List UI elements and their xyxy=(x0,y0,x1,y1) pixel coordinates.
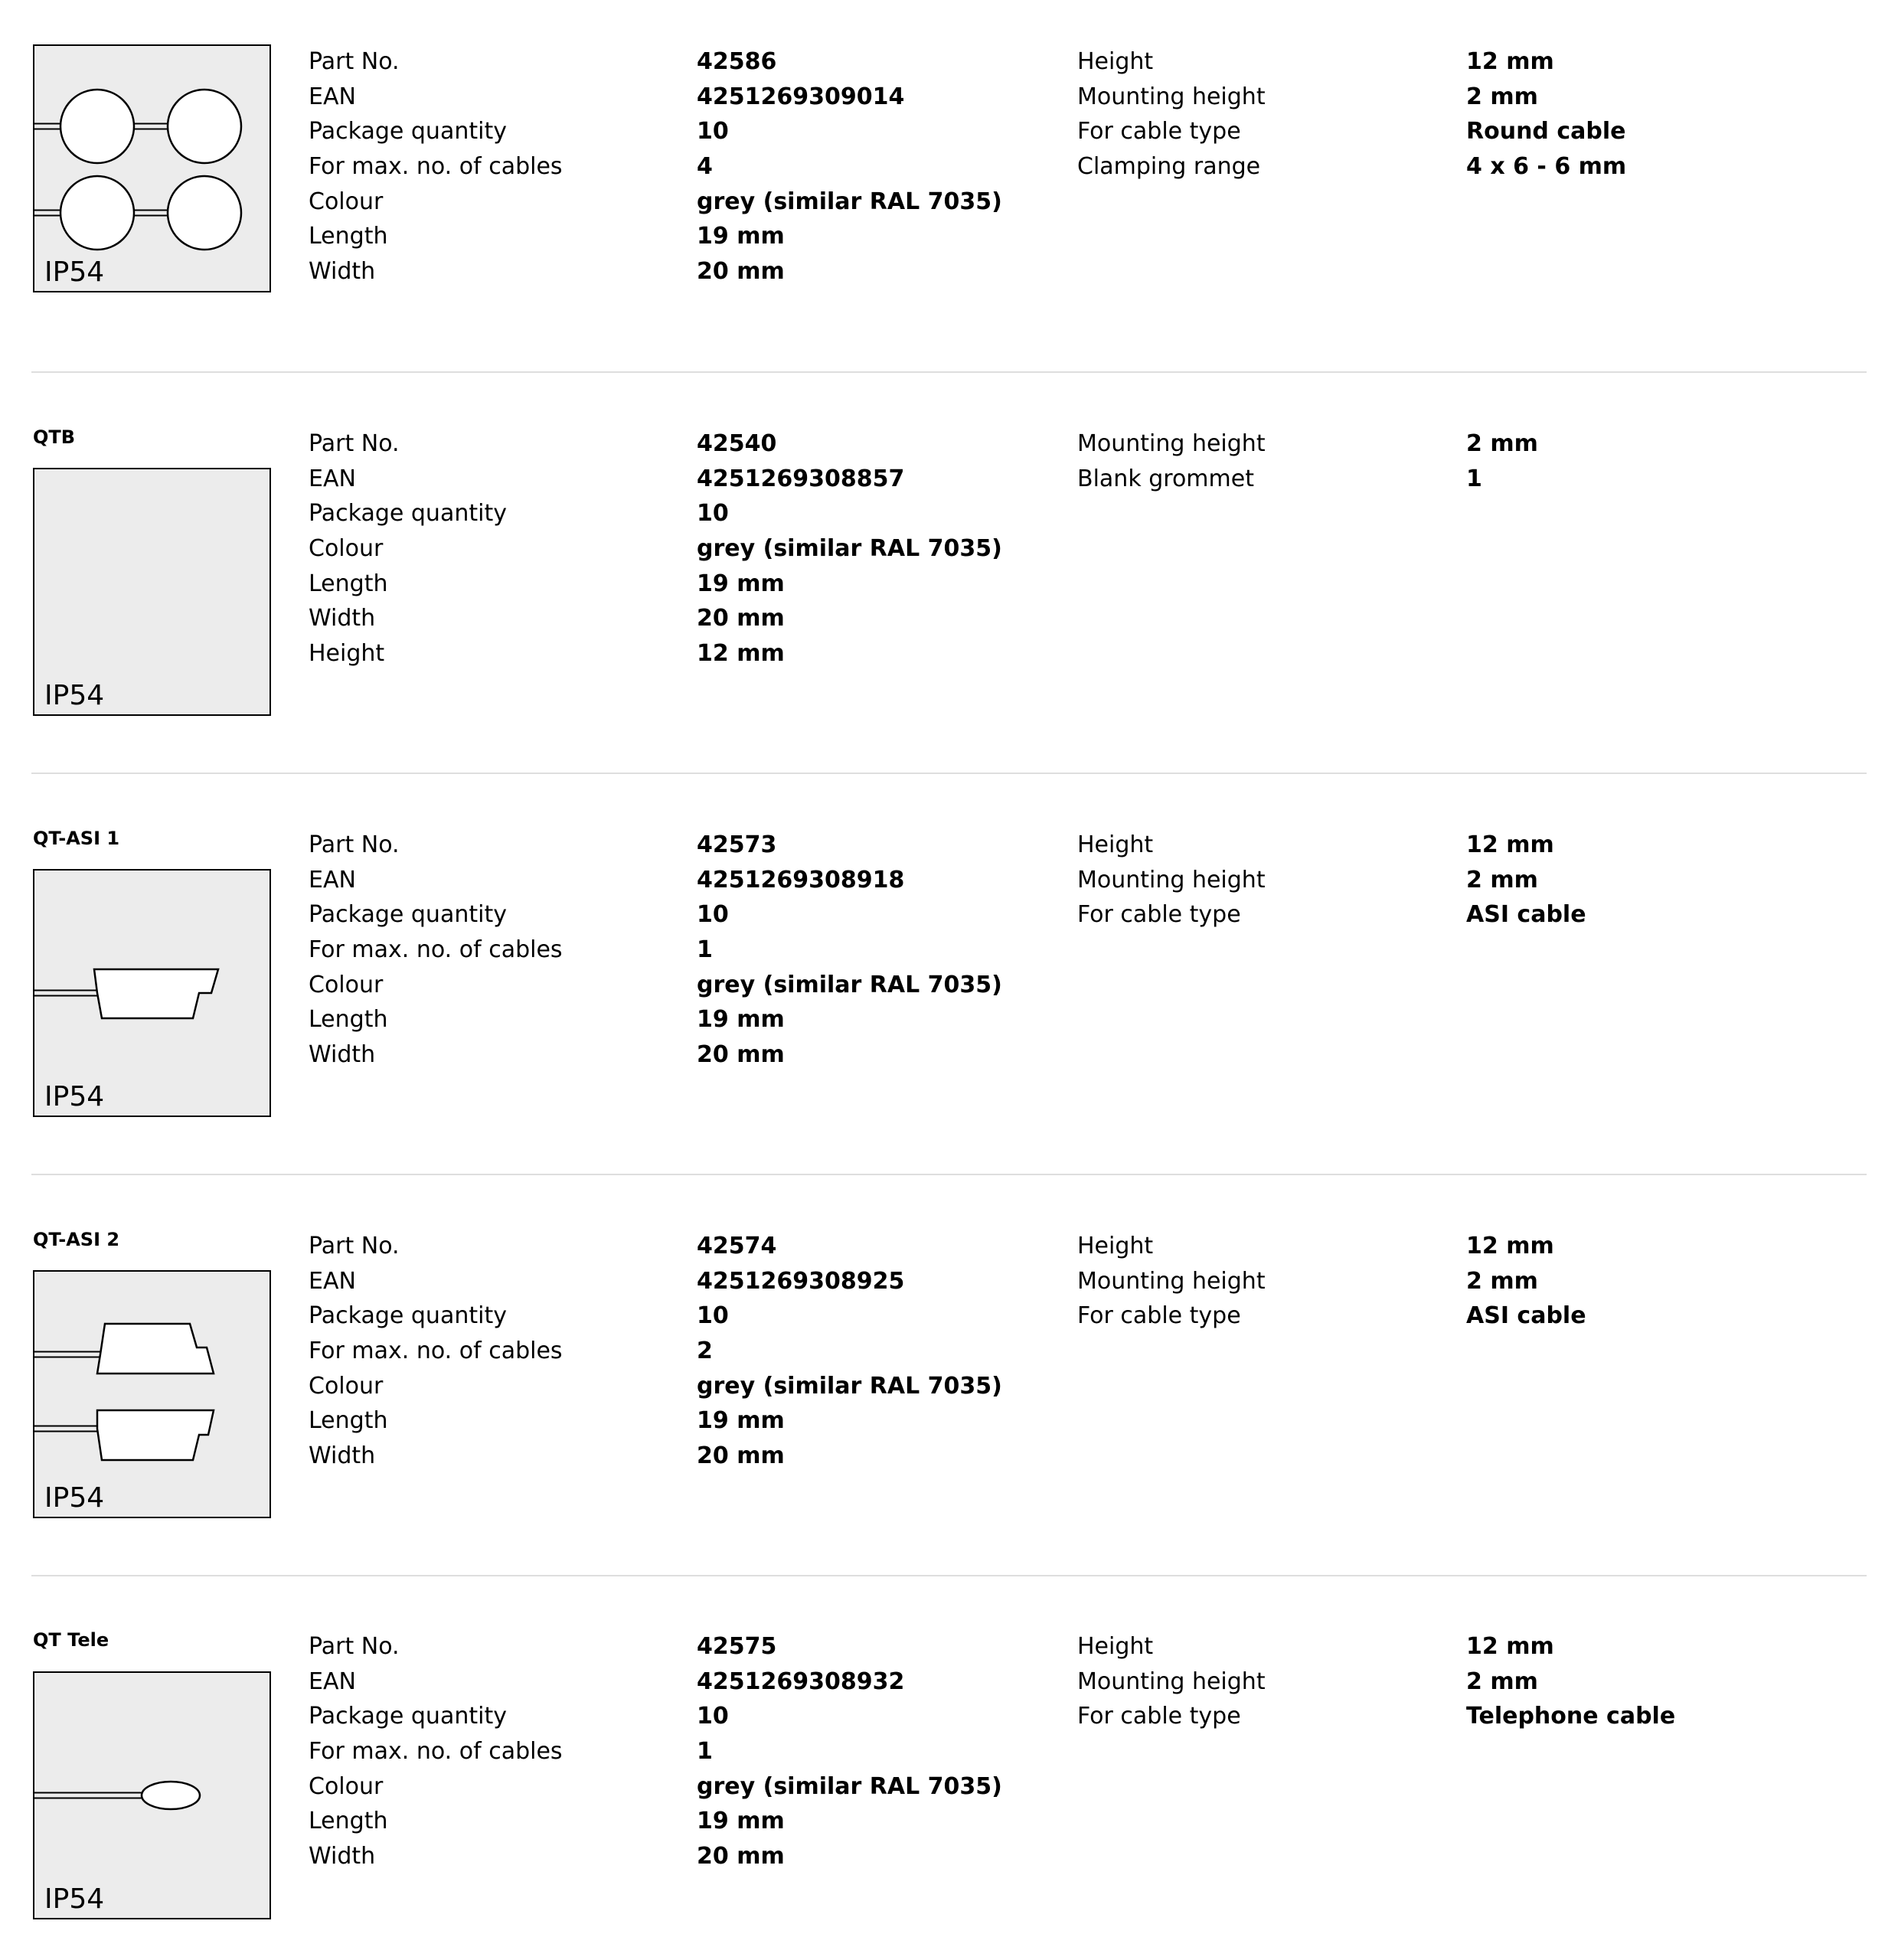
spec-value: 12 mm xyxy=(1466,48,1554,75)
spec-label: Mounting height xyxy=(1077,1668,1266,1695)
spec-value: 12 mm xyxy=(1466,831,1554,858)
spec-label: Width xyxy=(309,1041,376,1069)
spec-label: Part No. xyxy=(309,430,400,457)
spec-label: For cable type xyxy=(1077,118,1241,145)
grommet-diagram xyxy=(33,1671,271,1919)
spec-value: 12 mm xyxy=(697,640,785,668)
spec-value: 4251269308932 xyxy=(697,1668,905,1695)
spec-label: Length xyxy=(309,570,388,597)
grommet-diagram xyxy=(33,44,271,292)
spec-label: Width xyxy=(309,1442,376,1470)
grommet-drawing xyxy=(34,46,269,290)
spec-label: For max. no. of cables xyxy=(309,1738,563,1766)
left-values-column xyxy=(697,44,1002,289)
spec-label: For cable type xyxy=(1077,901,1241,929)
spec-value: 2 mm xyxy=(1466,866,1538,893)
spec-label: Colour xyxy=(309,1772,384,1800)
left-labels-column xyxy=(309,828,563,1073)
spec-label: Colour xyxy=(309,535,384,563)
cable-opening xyxy=(142,1782,200,1809)
spec-label: For max. no. of cables xyxy=(309,936,563,964)
grommet-diagram xyxy=(33,869,271,1117)
spec-value: 42573 xyxy=(697,831,777,858)
left-values-column xyxy=(697,426,1002,671)
spec-value: 1 xyxy=(1466,465,1482,492)
grommet-drawing xyxy=(34,871,269,1115)
left-values-column xyxy=(697,1629,1002,1874)
section-divider xyxy=(31,1174,1867,1175)
spec-label: For cable type xyxy=(1077,1302,1241,1330)
spec-value: Round cable xyxy=(1466,118,1626,145)
cable-opening xyxy=(168,90,241,163)
spec-label: EAN xyxy=(309,1668,356,1695)
spec-value: 10 xyxy=(697,1302,729,1330)
left-values-column xyxy=(697,1229,1002,1474)
ip-rating-label: IP54 xyxy=(44,1883,105,1915)
product-name: QT Tele xyxy=(33,1629,109,1651)
spec-value: 19 mm xyxy=(697,223,785,250)
right-values-column xyxy=(1466,426,1538,496)
section-divider xyxy=(31,1575,1867,1576)
spec-label: Mounting height xyxy=(1077,1267,1266,1295)
spec-value: ASI cable xyxy=(1466,1302,1586,1330)
spec-value: grey (similar RAL 7035) xyxy=(697,1372,1002,1400)
spec-label: Blank grommet xyxy=(1077,465,1254,492)
spec-value: 10 xyxy=(697,1703,729,1730)
cable-opening xyxy=(94,969,218,1018)
spec-label: Part No. xyxy=(309,1233,400,1259)
spec-value: 1 xyxy=(697,936,713,964)
spec-value: 2 xyxy=(697,1338,713,1365)
spec-value: 10 xyxy=(697,901,729,929)
spec-value: 4 xyxy=(697,153,713,181)
left-values-column xyxy=(697,828,1002,1073)
left-labels-column xyxy=(309,1229,563,1474)
spec-label: Part No. xyxy=(309,831,400,858)
spec-value: 10 xyxy=(697,118,729,145)
product-name: QT-ASI 2 xyxy=(33,1229,120,1250)
spec-value: 2 mm xyxy=(1466,1668,1538,1695)
spec-label: Colour xyxy=(309,1372,384,1400)
spec-value: 2 mm xyxy=(1466,1267,1538,1295)
ip-rating-label: IP54 xyxy=(44,1081,105,1112)
spec-value: 42574 xyxy=(697,1233,777,1259)
spec-value: 4 x 6 - 6 mm xyxy=(1466,153,1627,181)
spec-value: 12 mm xyxy=(1466,1233,1554,1259)
spec-label: Package quantity xyxy=(309,118,507,145)
spec-label: Height xyxy=(309,640,385,668)
spec-value: 20 mm xyxy=(697,258,785,286)
spec-label: Width xyxy=(309,605,376,632)
spec-label: Width xyxy=(309,1843,376,1870)
spec-value: 19 mm xyxy=(697,1006,785,1034)
right-values-column xyxy=(1466,1229,1586,1334)
spec-label: For cable type xyxy=(1077,1703,1241,1730)
right-values-column xyxy=(1466,1629,1675,1734)
spec-label: Part No. xyxy=(309,1633,400,1660)
spec-value: grey (similar RAL 7035) xyxy=(697,188,1002,215)
spec-label: EAN xyxy=(309,1267,356,1295)
spec-label: Height xyxy=(1077,48,1154,75)
spec-value: 4251269309014 xyxy=(697,83,905,110)
cable-opening xyxy=(168,176,241,250)
spec-label: Clamping range xyxy=(1077,153,1261,181)
spec-value: 4251269308857 xyxy=(697,465,905,492)
spec-label: Mounting height xyxy=(1077,83,1266,110)
spec-label: Package quantity xyxy=(309,1302,507,1330)
spec-label: Package quantity xyxy=(309,901,507,929)
spec-value: grey (similar RAL 7035) xyxy=(697,535,1002,563)
spec-value: Telephone cable xyxy=(1466,1703,1676,1730)
spec-label: EAN xyxy=(309,83,356,110)
spec-label: EAN xyxy=(309,465,356,492)
grommet-drawing xyxy=(34,1272,269,1516)
spec-value: 12 mm xyxy=(1466,1633,1554,1660)
spec-value: grey (similar RAL 7035) xyxy=(697,1772,1002,1800)
spec-value: 42586 xyxy=(697,48,777,75)
spec-value: grey (similar RAL 7035) xyxy=(697,971,1002,998)
spec-value: 20 mm xyxy=(697,1442,785,1470)
spec-label: Height xyxy=(1077,831,1154,858)
spec-label: Mounting height xyxy=(1077,430,1266,457)
spec-value: 19 mm xyxy=(697,570,785,597)
ip-rating-label: IP54 xyxy=(44,680,105,711)
spec-label: Height xyxy=(1077,1633,1154,1660)
spec-value: 19 mm xyxy=(697,1808,785,1835)
spec-label: Package quantity xyxy=(309,500,507,528)
spec-label: Height xyxy=(1077,1233,1154,1259)
spec-value: 20 mm xyxy=(697,1041,785,1069)
spec-label: Width xyxy=(309,258,376,286)
spec-value: 42575 xyxy=(697,1633,777,1660)
spec-value: 10 xyxy=(697,500,729,528)
grommet-drawing xyxy=(34,469,269,714)
spec-value: ASI cable xyxy=(1466,901,1586,929)
cable-opening xyxy=(97,1324,214,1374)
spec-value: 2 mm xyxy=(1466,430,1538,457)
left-labels-column xyxy=(309,44,563,289)
spec-label: Package quantity xyxy=(309,1703,507,1730)
product-name: QTB xyxy=(33,426,76,448)
right-values-column xyxy=(1466,828,1586,933)
cable-opening xyxy=(60,176,134,250)
spec-value: 1 xyxy=(697,1738,713,1766)
grommet-diagram xyxy=(33,1270,271,1518)
grommet-diagram xyxy=(33,468,271,716)
spec-value: 20 mm xyxy=(697,1843,785,1870)
ip-rating-label: IP54 xyxy=(44,256,105,288)
spec-label: Colour xyxy=(309,188,384,215)
section-divider xyxy=(31,371,1867,373)
cable-opening xyxy=(60,90,134,163)
right-labels-column xyxy=(1077,1229,1266,1334)
right-labels-column xyxy=(1077,1629,1266,1734)
right-labels-column xyxy=(1077,828,1266,933)
spec-label: Length xyxy=(309,1808,388,1835)
right-labels-column xyxy=(1077,44,1266,185)
left-labels-column xyxy=(309,1629,563,1874)
spec-label: EAN xyxy=(309,866,356,893)
spec-value: 4251269308918 xyxy=(697,866,905,893)
spec-label: For max. no. of cables xyxy=(309,153,563,181)
grommet-drawing xyxy=(34,1673,269,1917)
product-name: QT-ASI 1 xyxy=(33,828,120,849)
spec-label: For max. no. of cables xyxy=(309,1338,563,1365)
spec-value: 42540 xyxy=(697,430,777,457)
spec-value: 4251269308925 xyxy=(697,1267,905,1295)
spec-label: Length xyxy=(309,223,388,250)
spec-label: Length xyxy=(309,1006,388,1034)
right-values-column xyxy=(1466,44,1626,185)
spec-label: Colour xyxy=(309,971,384,998)
spec-value: 19 mm xyxy=(697,1407,785,1435)
cable-opening xyxy=(97,1410,214,1460)
spec-label: Mounting height xyxy=(1077,866,1266,893)
spec-value: 20 mm xyxy=(697,605,785,632)
spec-value: 2 mm xyxy=(1466,83,1538,110)
section-divider xyxy=(31,773,1867,774)
spec-label: Length xyxy=(309,1407,388,1435)
spec-label: Part No. xyxy=(309,48,400,75)
right-labels-column xyxy=(1077,426,1266,496)
left-labels-column xyxy=(309,426,507,671)
ip-rating-label: IP54 xyxy=(44,1482,105,1514)
